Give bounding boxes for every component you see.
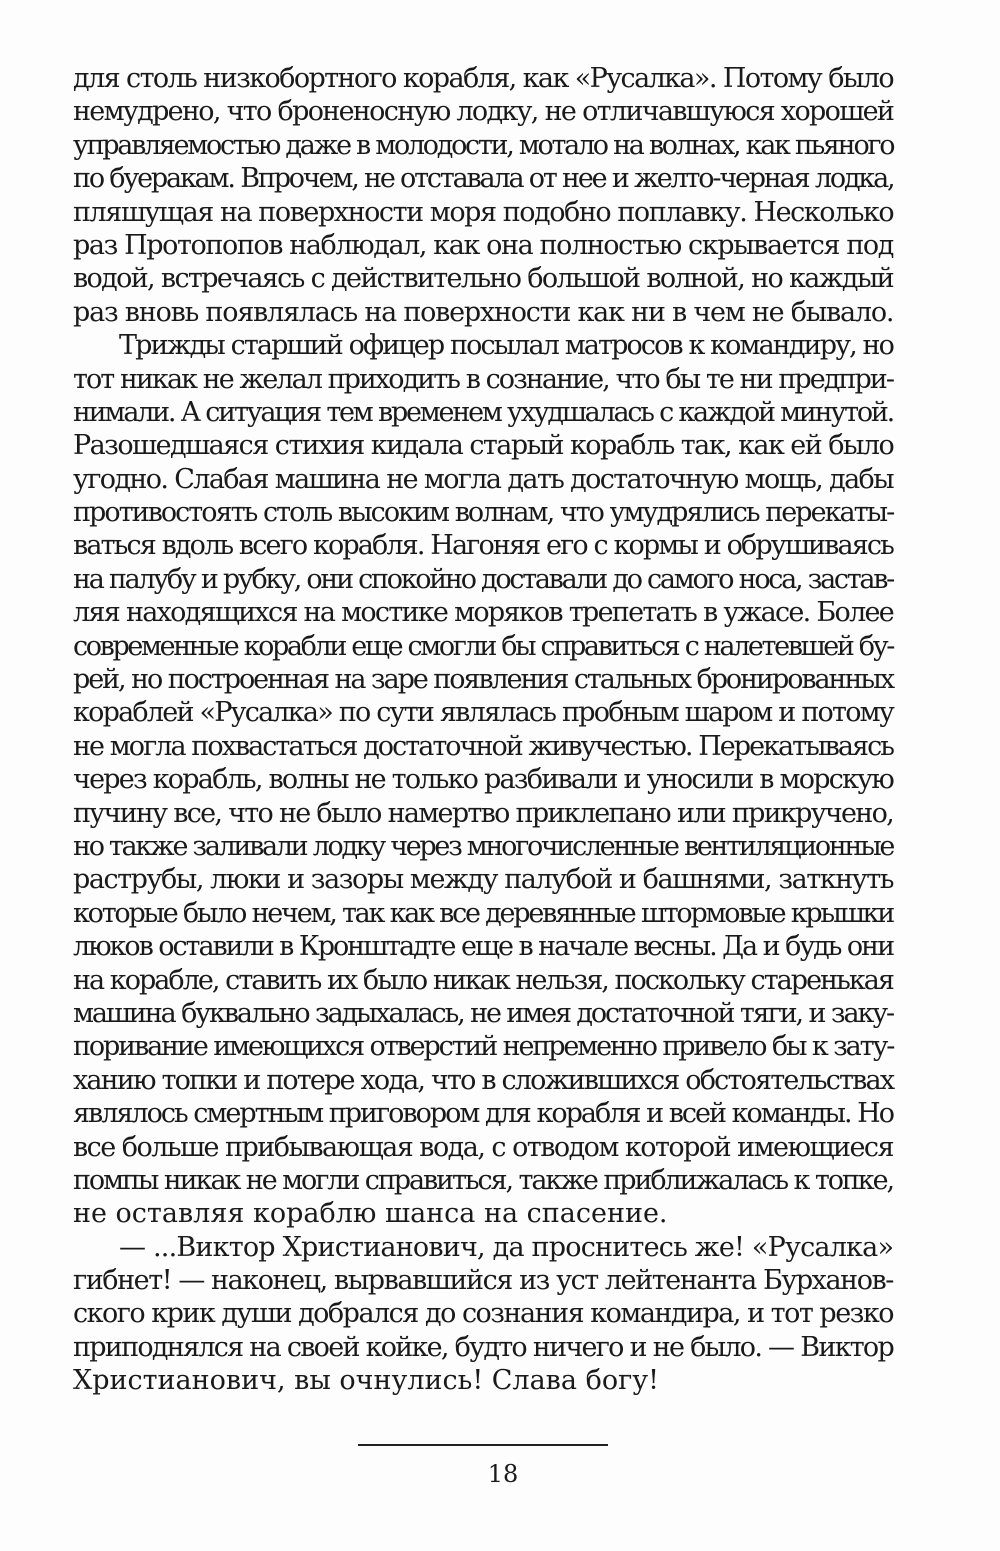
text-line: кораблей «Русалка» по сути являлась пробным шаром и потому <box>73 697 894 729</box>
text-line: — ...Виктор Христианович, да проснитесь же! «Русалка» <box>119 1231 894 1263</box>
page-number: 18 <box>487 1460 519 1488</box>
text-line: все больше прибывающая вода, с отводом которой имеющиеся <box>73 1131 893 1163</box>
text-line: помпы никак не могли справиться, также приближалась к топке, <box>73 1164 893 1196</box>
text-line: нимали. А ситуация тем временем ухудшалась с каждой минутой. <box>73 396 894 428</box>
text-line: раз вновь появлялась на поверхности как ни в чем не бывало. <box>73 296 894 328</box>
text-line: управляемостью даже в молодости, мотало на волнах, как пьяного <box>73 129 894 161</box>
text-line: пучину все, что не было намертво приклепано или прикручено, <box>73 797 893 829</box>
text-line: водой, встречаясь с действительно большой волной, но каждый <box>73 263 893 295</box>
text-line: ского крик души добрался до сознания командира, и тот резко <box>73 1298 893 1330</box>
text-line: противостоять столь высоким волнам, что умудрялись перекаты- <box>73 497 894 529</box>
text-line: тот никак не желал приходить в сознание, что бы те ни предпри- <box>73 363 893 395</box>
text-line: угодно. Слабая машина не могла дать достаточную мощь, дабы <box>73 463 893 495</box>
text-line: ваться вдоль всего корабля. Нагоняя его с кормы и обрушиваясь <box>73 530 893 562</box>
text-line: не могла похвастаться достаточной живучестью. Перекатываясь <box>73 730 893 762</box>
text-line: рей, но построенная на заре появления стальных бронированных <box>73 664 893 696</box>
text-line: на палубу и рубку, они спокойно доставали до самого носа, застав- <box>73 563 893 595</box>
text-line: раструбы, люки и зазоры между палубой и башнями, заткнуть <box>73 864 893 896</box>
text-line: через корабль, волны не только разбивали и уносили в морскую <box>73 764 893 796</box>
text-line: Разошедшаяся стихия кидала старый корабль так, как ей было <box>73 430 894 462</box>
text-line: пляшущая на поверхности моря подобно поплавку. Несколько <box>73 196 894 228</box>
text-line: ляя находящихся на мостике моряков трепетать в ужасе. Более <box>73 597 893 629</box>
text-line: не оставляя кораблю шанса на спасение. <box>73 1198 668 1230</box>
text-line: на корабле, ставить их было никак нельзя, поскольку старенькая <box>73 964 893 996</box>
text-line: раз Протопопов наблюдал, как она полностью скрывается под <box>73 229 893 261</box>
text-line: но также заливали лодку через многочисленные вентиляционные <box>73 830 894 862</box>
text-line: которые было нечем, так как все деревянные штормовые крышки <box>73 897 894 929</box>
text-line: Трижды старший офицер посылал матросов к командиру, но <box>119 330 893 362</box>
text-line: немудрено, что броненосную лодку, не отличавшуюся хорошей <box>73 96 894 128</box>
text-line: ханию топки и потере хода, что в сложившихся обстоятельствах <box>73 1064 894 1096</box>
text-line: люков оставили в Кронштадте еще в начале весны. Да и будь они <box>73 931 894 963</box>
text-line: для столь низкобортного корабля, как «Русалка». Потому было <box>73 63 893 94</box>
text-line: поривание имеющихся отверстий непременно привело бы к зату- <box>73 1031 894 1063</box>
text-line: приподнялся на своей койке, будто ничего и не было. — Виктор <box>73 1331 893 1363</box>
text-line: гибнет! — наконец, вырвавшийся из уст лейтенанта Бурханов- <box>73 1265 893 1297</box>
text-line: Христианович, вы очнулись! Слава богу! <box>73 1365 659 1397</box>
text-line: являлось смертным приговором для корабля и всей команды. Но <box>73 1098 893 1130</box>
text-line: по буеракам. Впрочем, не отставала от нее и желто-черная лодка, <box>73 163 894 195</box>
body-text <box>73 62 893 1398</box>
footer-divider <box>358 1444 608 1446</box>
text-line: современные корабли еще смогли бы справиться с налетевшей бу- <box>73 630 893 662</box>
text-line: машина буквально задыхалась, не имея достаточной тяги, и заку- <box>73 997 893 1029</box>
